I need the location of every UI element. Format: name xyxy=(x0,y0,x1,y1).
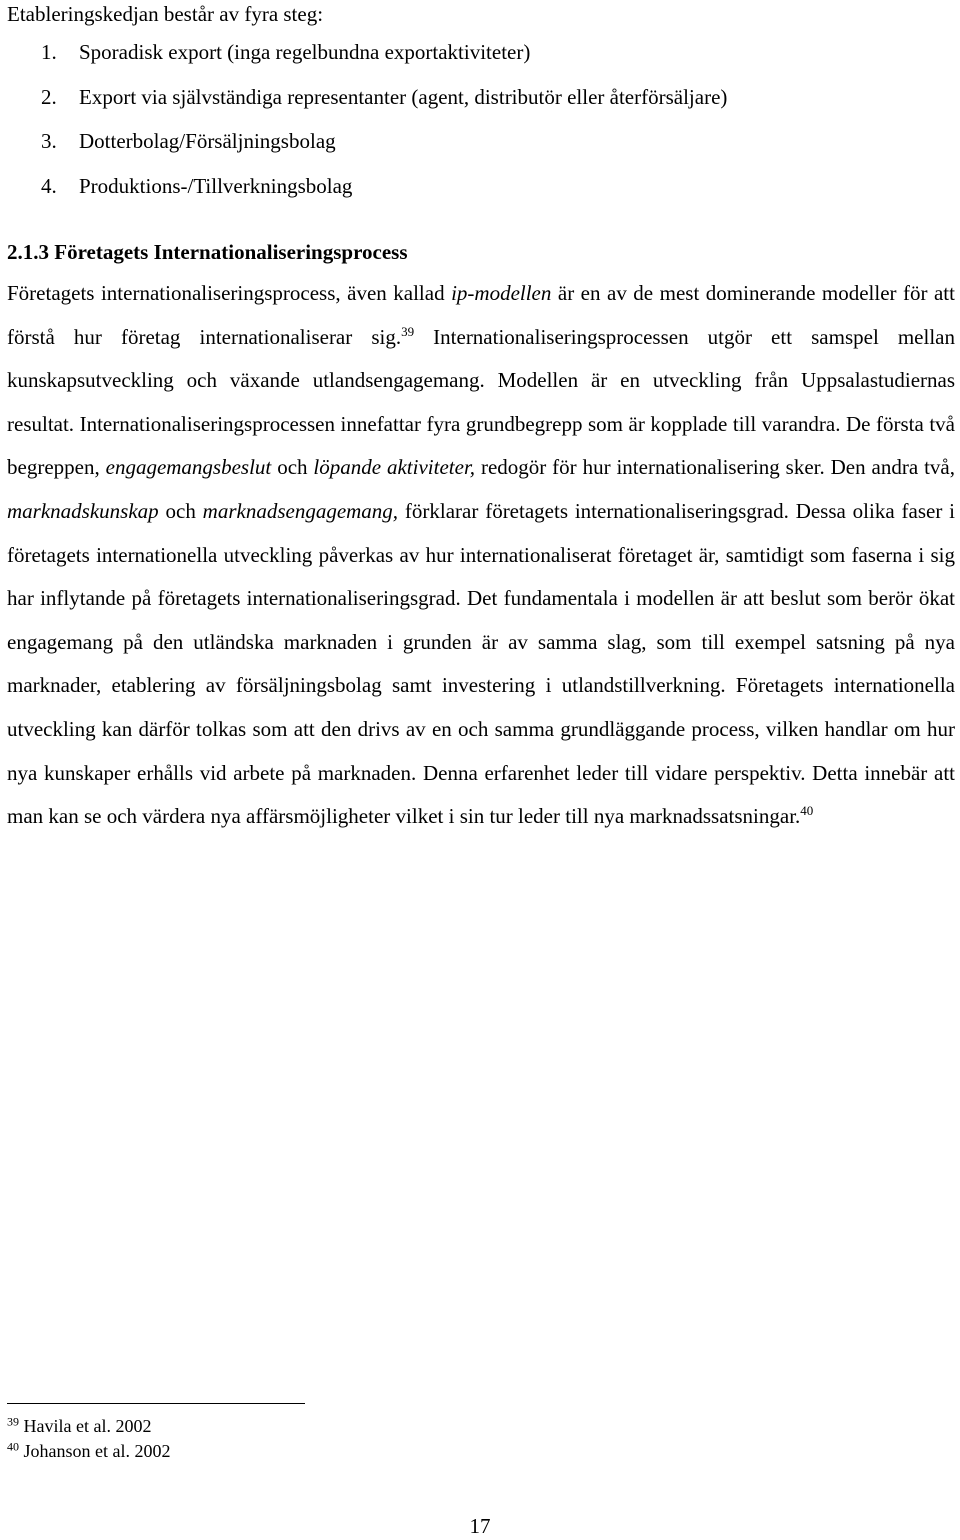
list-item-number: 4. xyxy=(41,173,57,198)
emphasis-term: engagemangsbeslut xyxy=(105,455,272,480)
emphasis-term: ip-modellen xyxy=(451,281,552,305)
footnote-mark: 40 xyxy=(7,1439,19,1454)
body-text: och xyxy=(158,498,203,523)
footnote-reference[interactable]: 40 xyxy=(800,803,814,819)
emphasis-term: löpande aktiviteter, xyxy=(313,455,476,480)
emphasis-term: marknadskunskap xyxy=(7,498,159,523)
footnote xyxy=(7,1439,170,1464)
list-item-number: 1. xyxy=(41,40,57,64)
footnote-text: Havila et al. 2002 xyxy=(19,1416,152,1436)
section-body xyxy=(7,272,955,839)
emphasis-term: marknadsengagemang, xyxy=(202,498,399,523)
list-item-text: Export via självständiga representanter (agent, distributör eller återförsäljare) xyxy=(79,84,728,109)
footnote xyxy=(7,1414,170,1439)
list-item-number: 2. xyxy=(41,84,57,109)
body-text: Internationaliseringsprocessen utgör ett samspel mellan kunskapsutveckling och växande utlandsengagemang. Modellen är en utveckling från Uppsalastudiernas resultat. Internationaliseringsprocessen innefattar fyra grundbegrepp som är kopplade till varandra. De första två begreppen, xyxy=(7,324,955,480)
list-item-number: 3. xyxy=(41,129,57,153)
body-text: är en av de mest dominerande modeller för att förstå hur företag internationaliserar sig. xyxy=(7,281,955,349)
footnotes xyxy=(7,1414,170,1464)
footnote-reference[interactable]: 39 xyxy=(401,323,415,339)
footnote-mark: 39 xyxy=(7,1414,19,1429)
body-paragraph xyxy=(7,272,955,839)
body-text: Företagets internationaliseringsprocess, även kallad xyxy=(7,281,452,305)
section-heading: 2.1.3 Företagets Internationaliseringsprocess xyxy=(7,240,408,264)
footnote-text: Johanson et al. 2002 xyxy=(19,1441,171,1461)
body-text: redogör för hur internationalisering sker. Den andra två, xyxy=(475,455,955,480)
page-number: 17 xyxy=(469,1514,491,1538)
list-item-text: Sporadisk export (inga regelbundna exportaktiviteter) xyxy=(79,40,531,64)
list-item-text: Dotterbolag/Försäljningsbolag xyxy=(79,129,336,153)
intro-text: Etableringskedjan består av fyra steg: xyxy=(7,2,324,26)
list-item-text: Produktions-/Tillverkningsbolag xyxy=(79,173,353,198)
footnote-divider xyxy=(7,1403,305,1404)
body-text: förklarar företagets internationaliseringsgrad. Dessa olika faser i företagets internationella utveckling påverkas av hur internationaliserat företaget är, samtidigt som faserna i sig har inflytande på företagets internationaliseringsgrad. Det fundamentala i modellen är att beslut som berör ökat engagemang på den utländska marknaden i grunden är av samma slag, som till exempel satsning på nya marknader, etablering av försäljningsbolag samt investering i utlandstillverkning. Företagets internationella utveckling kan därför tolkas som att den drivs av en och samma grundläggande process, vilken handlar om hur nya kunskaper erhålls vid arbete på marknaden. Denna erfarenhet leder till vidare perspektiv. Detta innebär att man kan se och värdera nya affärsmöjligheter vilket i sin tur leder till nya marknadssatsningar. xyxy=(7,498,955,829)
body-text: och xyxy=(271,455,314,480)
